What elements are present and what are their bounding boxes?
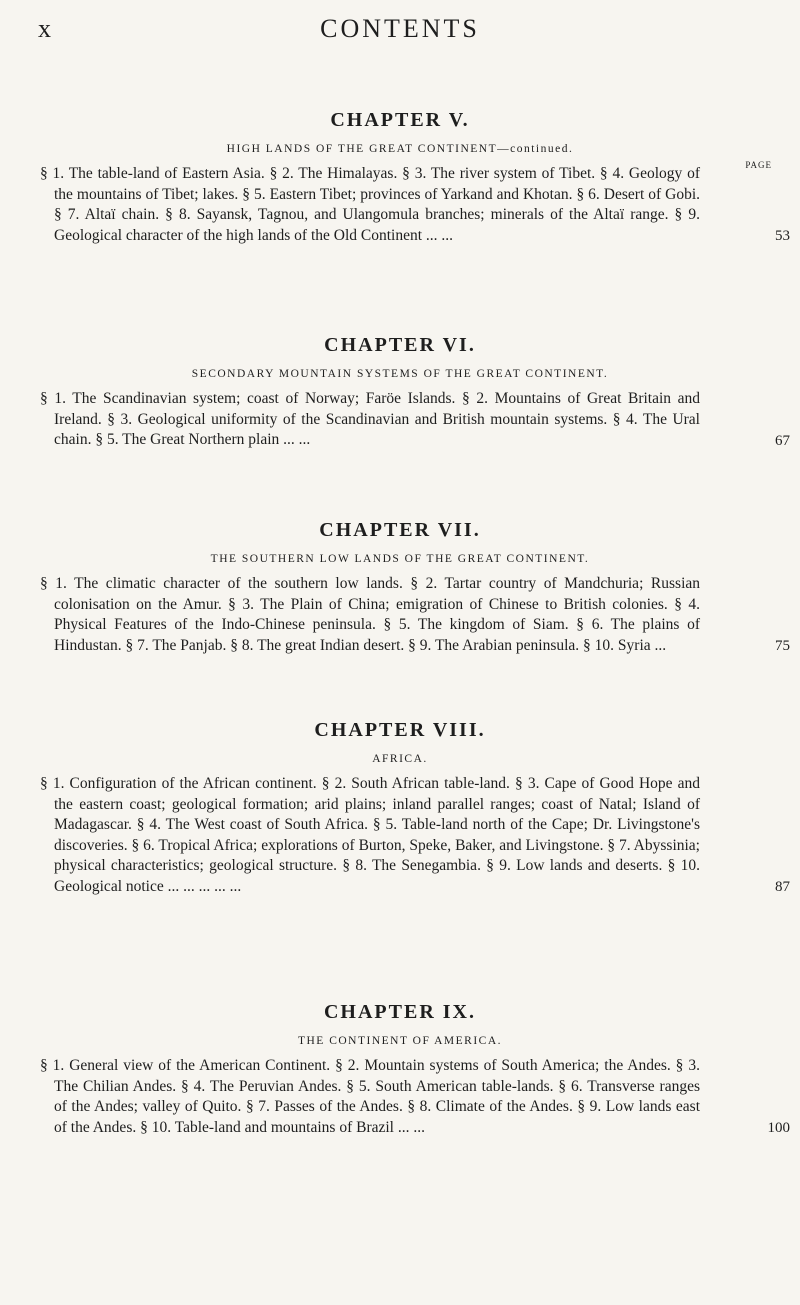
page-numeral: x [38,14,51,43]
chapter-subtitle: AFRICA. [372,753,428,765]
chapter-title: CHAPTER VIII. [314,719,486,741]
chapter-subtitle: THE SOUTHERN LOW LANDS OF THE GREAT CONTINENT. [210,553,590,565]
chapter-subtitle: SECONDARY MOUNTAIN SYSTEMS OF THE GREAT CONTINENT. [191,368,609,380]
entry-page-number: 87 [775,879,790,895]
chapter-viii [0,718,800,897]
page-column-label: PAGE [745,160,772,170]
running-head [0,10,800,50]
running-title: CONTENTS [320,14,480,43]
entry-page-number: 75 [775,638,790,654]
chapter-entry [40,774,790,897]
entry-text: § 1. The table-land of Eastern Asia. § 2. The Himalayas. § 3. The river system of Tibet. § 4. Geology of the mountains of Tibet; lakes. § 5. Eastern Tibet; provinces of Yarkand and Khotan. § 6. Desert of Gobi. § 7. Altaï chain. § 8. Sayansk, Tagnou, and Ulangomula branches; minerals of the Altaï range. § 9. Geological character of the high lands of the Old Continent ... ... [40,165,700,244]
chapter-title: CHAPTER VI. [324,334,476,356]
chapter-vii [0,518,800,656]
entry-text: § 1. Configuration of the African continent. § 2. South African table-land. § 3. Cape of Good Hope and the eastern coast; geological formation; arid plains; inland parallel ranges; coast of Natal; Island of Madagascar. § 4. The West coast of South Africa. § 5. Table-land north of the Cape; Dr. Livingstone's discoveries. § 6. Tropical Africa; explorations of Burton, Speke, Baker, and Livingstone. § 7. Abyssinia; physical characteristics; geological structure. § 8. The Senegambia. § 9. Low lands and deserts. § 10. Geological notice ... ... ... ... ... [40,775,700,895]
chapter-vi [0,333,800,451]
entry-page-number: 67 [775,432,790,449]
chapter-entry [40,574,790,656]
chapter-entry [40,389,790,451]
entry-text: § 1. The climatic character of the southern low lands. § 2. Tartar country of Mandchuria; Russian colonisation on the Amur. § 3. The Plain of China; emigration of Chinese to British colonies. § 4. Physical Features of the Indo-Chinese peninsula. § 5. The kingdom of Siam. § 6. The plains of Hindustan. § 7. The Panjab. § 8. The great Indian desert. § 9. The Arabian peninsula. § 10. Syria ... [40,575,700,654]
chapter-title: CHAPTER IX. [323,1001,476,1023]
chapter-title: CHAPTER VII. [319,519,481,541]
chapter-v [0,108,800,246]
entry-text: § 1. General view of the American Continent. § 2. Mountain systems of South America; the Andes. § 3. The Chilian Andes. § 4. The Peruvian Andes. § 5. South American table-lands. § 6. Transverse ranges of the Andes; valley of Quito. § 7. Passes of the Andes. § 8. Climate of the Andes. § 9. Low lands east of the Andes. § 10. Table-land and mountains of Brazil ... ... [40,1057,700,1136]
entry-page-number: 100 [767,1120,790,1136]
chapter-ix [0,1000,800,1138]
entry-text: § 1. The Scandinavian system; coast of Norway; Faröe Islands. § 2. Mountains of Great Britain and Ireland. § 3. Geological uniformity of the Scandinavian and British mountain systems. § 4. The Ural chain. § 5. The Great Northern plain ... ... [40,390,700,448]
chapter-subtitle: HIGH LANDS OF THE GREAT CONTINENT—continued. [226,143,574,155]
chapter-subtitle: THE CONTINENT OF AMERICA. [297,1035,503,1047]
chapter-title: CHAPTER V. [330,109,470,131]
chapter-entry [40,1056,790,1138]
entry-page-number: 53 [775,228,790,244]
